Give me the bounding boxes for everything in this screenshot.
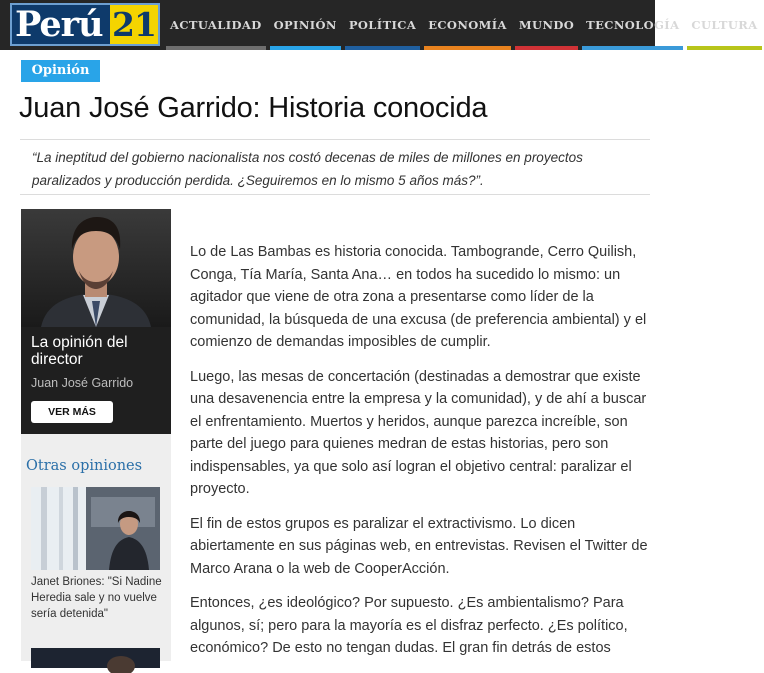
nav-color-bar [270, 46, 341, 50]
director-opinion-box [21, 209, 171, 434]
otras-opinion-thumbnail[interactable] [31, 487, 160, 570]
subhead-divider [20, 194, 650, 195]
nav-color-bar [424, 46, 511, 50]
article-paragraph: Entonces, ¿es ideológico? Por supuesto. ¿Es ambientalismo? Para algunos, sí; pero para la mayoría es el disfraz perfecto. ¿Es político, económico? De esto no tengan dudas. El gran fin detrás de estos [190, 595, 628, 656]
author-photo[interactable] [21, 209, 171, 327]
article-body [190, 241, 652, 672]
section-tag-opinion[interactable]: Opinión [21, 60, 100, 82]
nav-color-bar [515, 46, 578, 50]
otras-opiniones-heading: Otras opiniones [26, 458, 143, 474]
peru21-logo[interactable] [10, 3, 160, 46]
nav-item-cultura[interactable]: CULTURA [685, 0, 763, 50]
nav-color-bar [345, 46, 420, 50]
logo-text: Perú [15, 4, 103, 45]
nav-item-opinion[interactable]: OPINIÓN [268, 0, 343, 50]
ver-mas-button[interactable]: VER MÁS [31, 401, 113, 423]
article-paragraph: Luego, las mesas de concertación (destinadas a demostrar que existe una desavenencia entre la empresa y la comunidad), y de ahí a buscar el enfrentamiento. Muertos y heridos, aunque parezca increíble, son parte del juego para quienes medran de estas historias, pero son indispensables, ya que solo así logran el objetivo central: paralizar el proyecto. [190, 368, 647, 497]
article-paragraph: El fin de estos grupos es paralizar el extractivismo. Lo dicen abiertamente en sus páginas web, en entrevistas. Revisen el Twitter de Marco Arana o la web de CooperAcción. [190, 515, 648, 577]
section-nav [164, 0, 764, 50]
nav-color-bar [687, 46, 761, 50]
top-navigation-bar [0, 0, 758, 50]
nav-item-actualidad[interactable]: ACTUALIDAD [164, 0, 268, 50]
nav-color-bar [166, 46, 266, 50]
nav-item-tecnologia[interactable]: TECNOLOGÍA [580, 0, 685, 50]
article-paragraph: Lo de Las Bambas es historia conocida. Tambogrande, Cerro Quilish, Conga, Tía María, Santa Ana… en todos ha sucedido lo mismo: un agitador que viene de otra zona a presentarse como líder de la comunidad, la búsqueda de una excusa (de preferencia ambiental) y el comienzo de demandas imposibles de cumplir. [190, 244, 647, 350]
article-subhead: “La ineptitud del gobierno nacionalista nos costó decenas de miles de millones en proyectos paralizados y producción perdida. ¿Seguiremos en lo mismo 5 años más?”. [32, 150, 583, 188]
otras-opinion-link[interactable]: Janet Briones: "Si Nadine Heredia sale y no vuelve sería detenida" [31, 576, 162, 620]
author-name[interactable]: Juan José Garrido [31, 376, 134, 390]
otras-opiniones-box [21, 434, 171, 661]
otras-opinion-thumbnail-next[interactable] [31, 648, 160, 668]
title-divider [20, 139, 650, 140]
article-title: Juan José Garrido: Historia conocida [19, 92, 488, 124]
director-kicker: La opinión del director [31, 334, 128, 368]
logo-number: 21 [110, 5, 158, 44]
nav-item-politica[interactable]: POLÍTICA [343, 0, 422, 50]
nav-item-mundo[interactable]: MUNDO [513, 0, 580, 50]
nav-item-economia[interactable]: ECONOMÍA [422, 0, 513, 50]
nav-color-bar [582, 46, 683, 50]
